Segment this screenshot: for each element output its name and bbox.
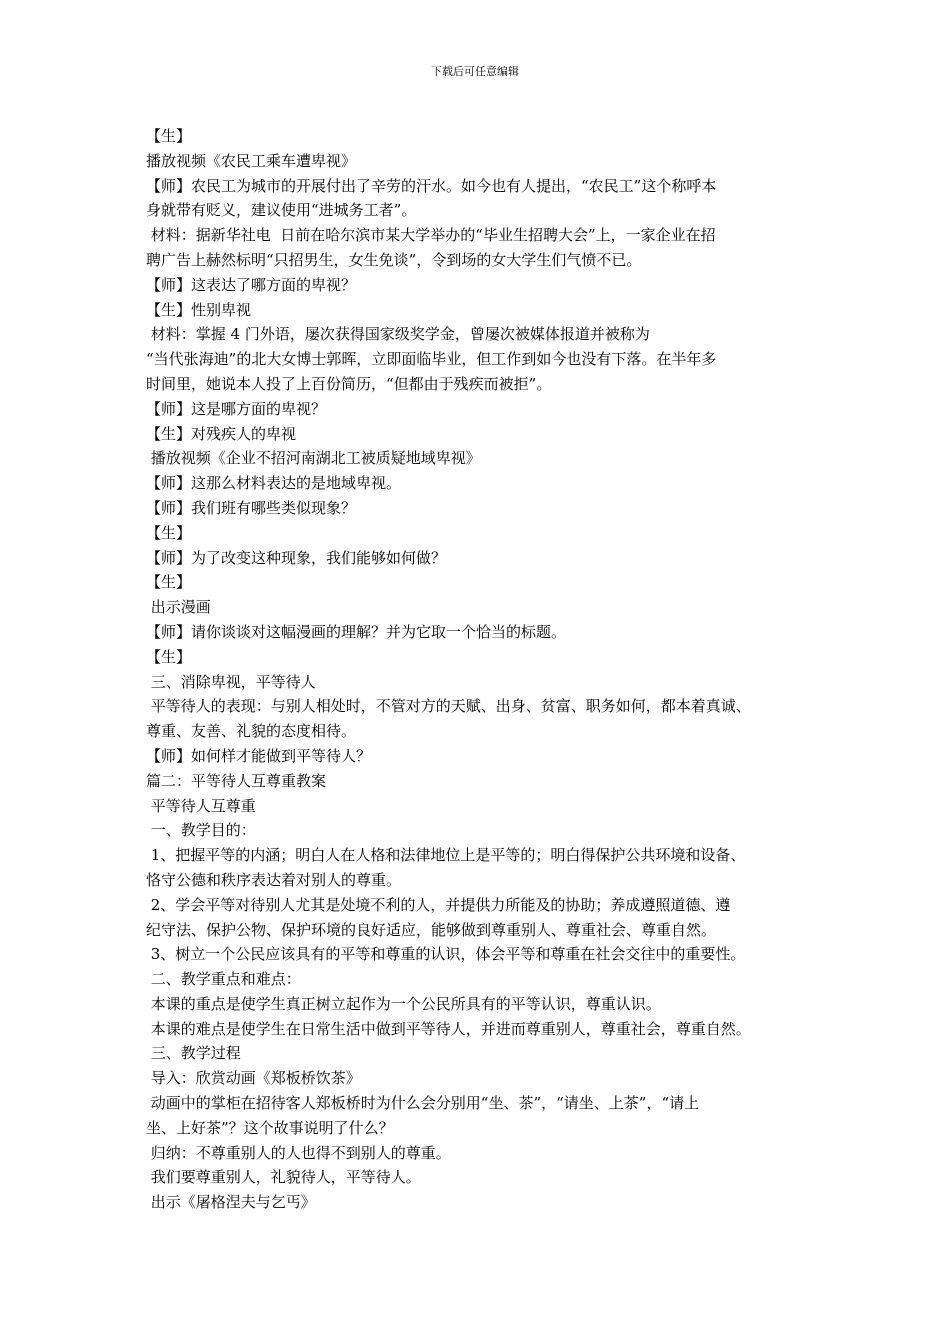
text-line: 出示《屠格涅夫与乞丐》 xyxy=(146,1193,316,1212)
text-line: 【师】这表达了哪方面的卑视？ xyxy=(146,275,357,294)
text-line: 【师】这是哪方面的卑视？ xyxy=(146,399,327,418)
text-line: 【生】 xyxy=(146,523,192,542)
text-line: 恪守公德和秩序表达着对别人的尊重。 xyxy=(146,870,402,889)
text-line: 聘广告上赫然标明“只招男生，女生免谈”，令到场的女大学生们气愤不已。 xyxy=(146,250,642,269)
text-line: 我们要尊重别人，礼貌待人，平等待人。 xyxy=(146,1168,421,1187)
text-line: 本课的重点是使学生真正树立起作为一个公民所具有的平等认识，尊重认识。 xyxy=(146,994,661,1013)
text-line: 平等待人的表现：与别人相处时，不管对方的天赋、出身、贫富、职务如何，都本着真诚、 xyxy=(146,697,751,716)
text-line: 材料：掌握 4 门外语，屡次获得国家级奖学金，曾屡次被媒体报道并被称为 xyxy=(146,325,650,344)
text-line: 播放视频《农民工乘车遭卑视》 xyxy=(146,151,357,170)
text-line: 时间里，她说本人投了上百份简历，“但都由于残疾而被拒”。 xyxy=(146,374,552,393)
text-line: 【师】为了改变这种现象，我们能够如何做？ xyxy=(146,548,447,567)
text-line: 【师】请你谈谈对这幅漫画的理解？并为它取一个恰当的标题。 xyxy=(146,622,567,641)
text-line: “当代张海迪”的北大女博士郭晖，立即面临毕业，但工作到如今也没有下落。在半年多 xyxy=(146,350,717,369)
text-line: 导入：欣赏动画《郑板桥饮茶》 xyxy=(146,1069,361,1088)
text-line: 尊重、友善、礼貌的态度相待。 xyxy=(146,722,357,741)
text-line: 三、教学过程 xyxy=(146,1044,241,1063)
text-line: 坐、上好茶”？这个故事说明了什么？ xyxy=(146,1118,394,1137)
text-line: 【师】我们班有哪些类似现象？ xyxy=(146,498,357,517)
text-line: 【生】对残疾人的卑视 xyxy=(146,424,297,443)
text-line: 二、教学重点和难点： xyxy=(146,970,301,989)
text-line: 材料：据新华社电 日前在哈尔滨市某大学举办的“毕业生招聘大会”上，一家企业在招 xyxy=(146,226,716,245)
text-line: 【生】 xyxy=(146,127,192,145)
text-line: 三、消除卑视，平等待人 xyxy=(146,672,316,691)
text-line: 动画中的掌柜在招待客人郑板桥时为什么会分别用“坐、茶”，“请坐、上茶”，“请上 xyxy=(146,1094,700,1113)
text-line: 出示漫画 xyxy=(146,598,211,617)
text-line: 3、树立一个公民应该具有的平等和尊重的认识，体会平等和尊重在社会交往中的重要性。 xyxy=(146,945,746,964)
text-line: 【生】 xyxy=(146,647,192,666)
text-line: 身就带有贬义，建议使用“进城务工者”。 xyxy=(146,201,417,220)
text-line: 平等待人互尊重 xyxy=(146,796,256,815)
text-line: 1、把握平等的内涵；明白人在人格和法律地位上是平等的；明白得保护公共环境和设备、 xyxy=(146,846,746,865)
text-line: 【师】农民工为城市的开展付出了辛劳的汗水。如今也有人提出，“农民工”这个称呼本 xyxy=(146,176,717,195)
text-line: 一、教学目的： xyxy=(146,821,256,840)
text-line: 【师】这那么材料表达的是地域卑视。 xyxy=(146,474,402,493)
text-line: 本课的难点是使学生在日常生活中做到平等待人，并进而尊重别人，尊重社会，尊重自然。 xyxy=(146,1019,751,1038)
document-body xyxy=(146,124,822,1215)
text-line: 归纳：不尊重别人的人也得不到别人的尊重。 xyxy=(146,1143,451,1162)
text-line: 【生】性别卑视 xyxy=(146,300,252,319)
text-line: 篇二：平等待人互尊重教案 xyxy=(146,771,327,790)
text-line: 纪守法、保护公物、保护环境的良好适应，能够做到尊重别人、尊重社会、尊重自然。 xyxy=(146,920,717,939)
text-line: 【生】 xyxy=(146,573,192,592)
page-header-note: 下载后可任意编辑 xyxy=(431,65,519,78)
text-line: 2、学会平等对待别人尤其是处境不利的人，并提供力所能及的协助；养成遵照道德、遵 xyxy=(146,895,731,914)
text-line: 播放视频《企业不招河南湖北工被质疑地域卑视》 xyxy=(146,449,481,468)
text-line: 【师】如何样才能做到平等待人？ xyxy=(146,746,372,765)
